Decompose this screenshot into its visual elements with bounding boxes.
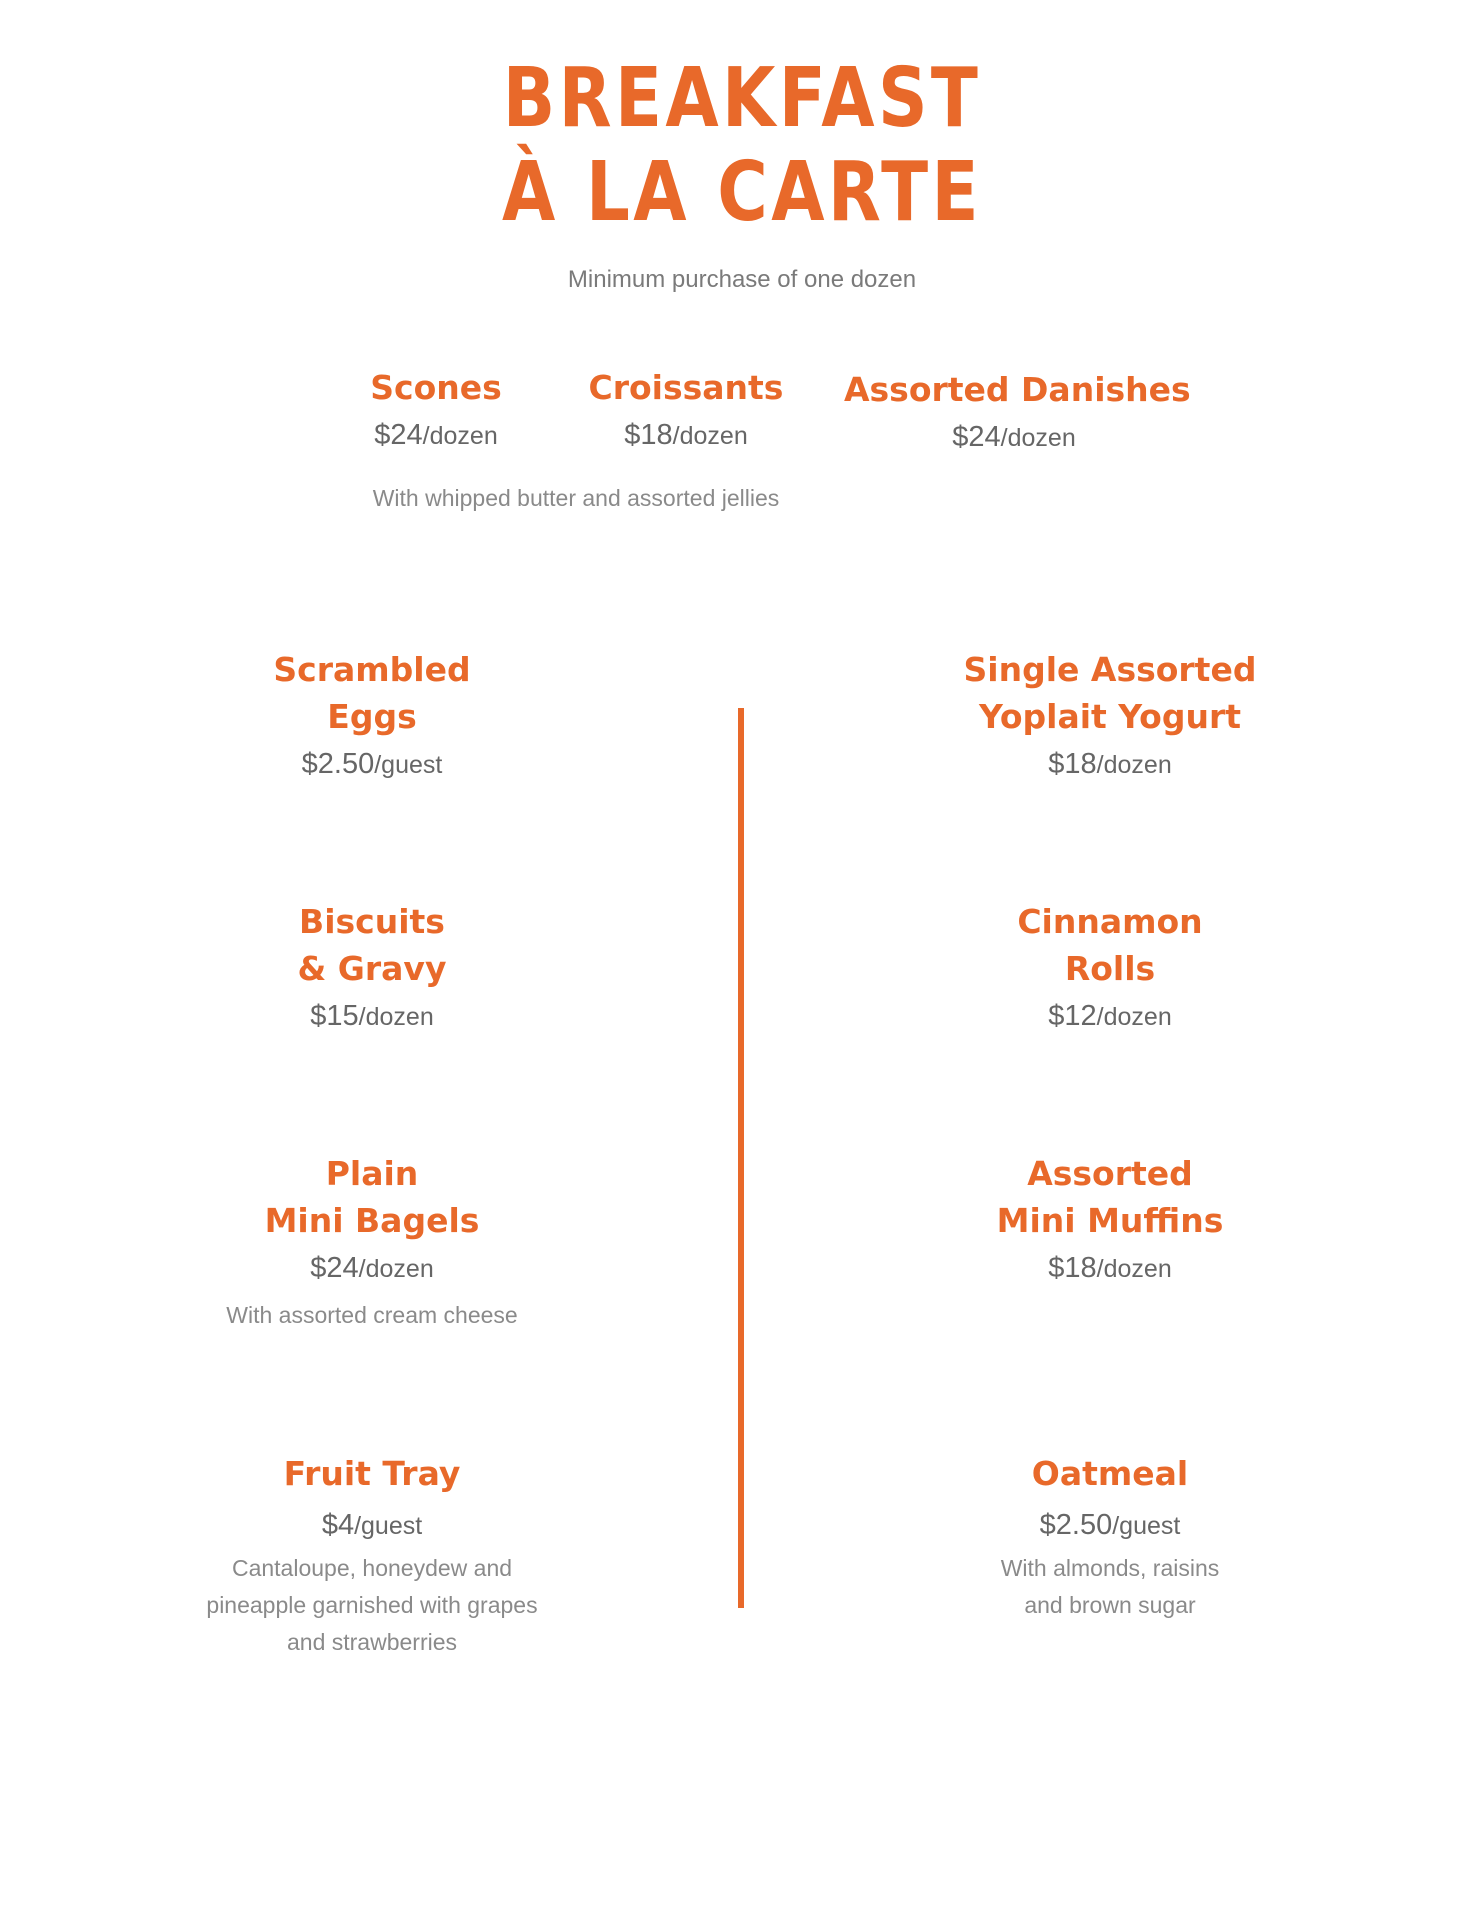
- price-unit: /dozen: [1096, 1255, 1172, 1283]
- item-name-line-1: Plain: [325, 1154, 419, 1193]
- menu-item-scrambled-eggs: [172, 646, 572, 781]
- item-name: [910, 646, 1310, 740]
- item-price: [172, 748, 572, 781]
- item-description-line: and brown sugar: [1024, 1592, 1196, 1618]
- page-title: [119, 52, 1366, 240]
- menu-item-fruit-tray: [172, 1450, 572, 1661]
- price-unit: /dozen: [358, 1003, 434, 1031]
- menu-item-cinnamon-rolls: [910, 898, 1310, 1033]
- item-name-line-2: Eggs: [327, 697, 417, 736]
- item-name: [172, 898, 572, 992]
- title-line-2: À LA CARTE: [502, 145, 982, 240]
- price-value: $15: [310, 1000, 359, 1032]
- item-price: [172, 1000, 572, 1033]
- price-unit: /guest: [354, 1512, 423, 1540]
- item-name: [172, 1150, 572, 1244]
- item-name-line-1: Scrambled: [273, 650, 471, 689]
- item-name-line-1: Assorted: [1027, 1154, 1193, 1193]
- menu-item-oatmeal: [910, 1450, 1310, 1624]
- item-name: [910, 898, 1310, 992]
- item-price: [172, 1509, 572, 1542]
- price-unit: /dozen: [672, 422, 748, 450]
- item-name-line-2: Yoplait Yogurt: [978, 697, 1242, 736]
- item-name-line-2: Rolls: [1064, 949, 1156, 988]
- price-value: $24: [952, 421, 1001, 453]
- item-name-line-2: Mini Bagels: [264, 1201, 480, 1240]
- item-name-line-1: Single Assorted: [963, 650, 1257, 689]
- price-value: $24: [310, 1252, 359, 1284]
- price-value: $24: [374, 419, 423, 451]
- item-name-line-1: Oatmeal: [1031, 1454, 1189, 1493]
- price-unit: /dozen: [358, 1255, 434, 1283]
- price-unit: /guest: [1112, 1512, 1181, 1540]
- item-name-line-1: Biscuits: [299, 902, 445, 941]
- price-value: $18: [624, 419, 673, 451]
- price-unit: /guest: [374, 751, 443, 779]
- item-price: [172, 1252, 572, 1285]
- item-description-line: With assorted cream cheese: [226, 1302, 518, 1328]
- item-price: [844, 421, 1184, 454]
- item-description: [172, 1297, 572, 1334]
- price-value: $2.50: [301, 748, 375, 780]
- item-name: [910, 1150, 1310, 1244]
- item-price: [336, 419, 536, 452]
- item-description-line: Cantaloupe, honeydew and: [231, 1555, 513, 1581]
- menu-item-scones: [336, 364, 536, 452]
- item-name-line-1: Cinnamon: [1017, 902, 1203, 941]
- item-name: Assorted Danishes: [844, 370, 1191, 409]
- item-name: Scones: [370, 368, 502, 407]
- menu-item-croissants: [576, 364, 796, 452]
- item-price: [576, 419, 796, 452]
- price-value: $18: [1048, 748, 1097, 780]
- title-line-1: BREAKFAST: [502, 51, 982, 146]
- price-unit: /dozen: [1000, 424, 1076, 452]
- column-divider: [738, 708, 744, 1608]
- item-description: [910, 1550, 1310, 1624]
- price-value: $18: [1048, 1252, 1097, 1284]
- item-price: [910, 1252, 1310, 1285]
- item-name: Croissants: [588, 368, 784, 407]
- item-name: [172, 1450, 572, 1497]
- menu-item-mini-bagels: [172, 1150, 572, 1334]
- item-price: [910, 1000, 1310, 1033]
- price-unit: /dozen: [1096, 751, 1172, 779]
- item-price: [910, 748, 1310, 781]
- item-description-line: With almonds, raisins: [1000, 1555, 1220, 1581]
- item-name: [910, 1450, 1310, 1497]
- price-unit: /dozen: [422, 422, 498, 450]
- menu-item-mini-muffins: [910, 1150, 1310, 1285]
- item-description-line: pineapple garnished with grapes: [206, 1592, 538, 1618]
- top-row-note: With whipped butter and assorted jellies: [372, 485, 780, 511]
- item-name-line-1: Fruit Tray: [283, 1454, 461, 1493]
- page-subtitle: Minimum purchase of one dozen: [567, 266, 917, 293]
- item-description-line: and strawberries: [286, 1629, 458, 1655]
- menu-item-danishes: [844, 366, 1191, 454]
- price-value: $12: [1048, 1000, 1097, 1032]
- price-value: $2.50: [1039, 1509, 1113, 1541]
- item-description: [172, 1550, 572, 1661]
- menu-item-yoplait-yogurt: [910, 646, 1310, 781]
- menu-item-biscuits-gravy: [172, 898, 572, 1033]
- item-price: [910, 1509, 1310, 1542]
- price-unit: /dozen: [1096, 1003, 1172, 1031]
- item-name-line-2: & Gravy: [297, 949, 447, 988]
- item-name-line-2: Mini Muffins: [996, 1201, 1224, 1240]
- item-name: [172, 646, 572, 740]
- price-value: $4: [321, 1509, 355, 1541]
